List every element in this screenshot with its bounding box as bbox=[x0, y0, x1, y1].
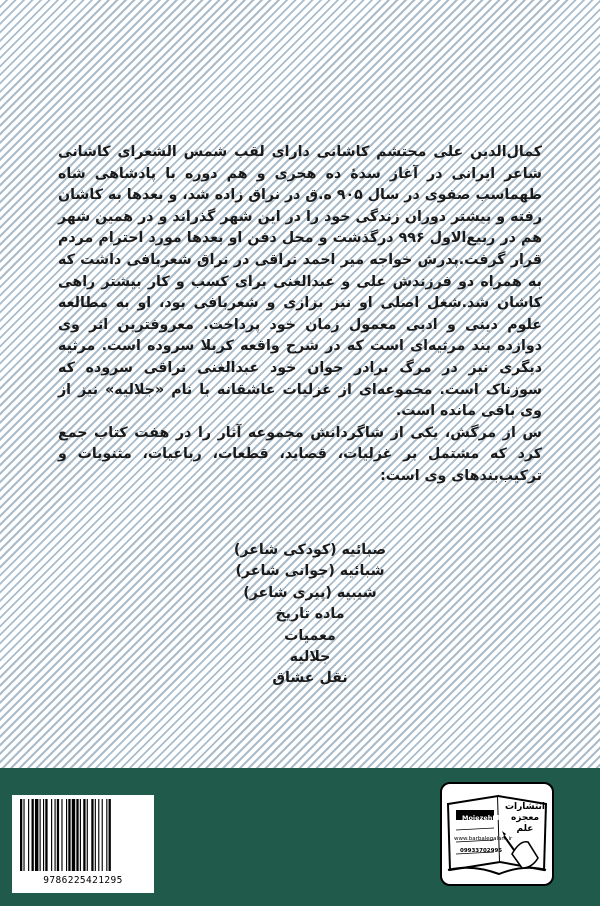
isbn-number: 9786225421295 bbox=[43, 875, 123, 886]
publisher-name: انتشارات معجزه علم bbox=[505, 802, 545, 834]
list-item: نقل عشاق bbox=[272, 670, 348, 687]
barcode-icon bbox=[18, 799, 148, 873]
list-item: صبائیه (کودکی شاعر) bbox=[233, 542, 387, 558]
works-list bbox=[160, 540, 460, 690]
list-item: شیبیه (پیری شاعر) bbox=[243, 584, 377, 601]
footer-band bbox=[0, 768, 600, 906]
barcode bbox=[12, 795, 154, 893]
list-item: معمیات bbox=[284, 627, 336, 644]
publisher-brand: MojezehElm bbox=[462, 814, 506, 822]
list-item: جلالیه bbox=[289, 649, 331, 666]
works-intro-paragraph: س از مرگش، یکی از شاگردانش مجموعه آثار را در هفت کتاب جمع کرد که مشتمل بر غزلیات، قصاید، قطعات، رباعیات، مثنویات و ترکیب‌بندهای وی است: bbox=[58, 424, 542, 484]
list-item: ماده تاریخ bbox=[275, 606, 345, 623]
biography-paragraph: کمال‌الدین علی محتشم کاشانی دارای لقب شمس الشعرای کاشانی شاعر ایرانی در آغاز سدهٔ ده هجری و هم دوره با پادشاهی شاه طهماسب صفوی در سال ۹۰۵ ه.ق در نراق زاده شد، و بعدها به کاشان رفته و بیشتر دوران زندگی خود را در این شهر گذراند و در همین شهر هم در ربیع‌الاول ۹۹۶ درگذشت و محل دفن او بعدها مورد احترام مردم قرار گرفت.پدرش خواجه میر احمد نراقی در نراق شعربافی داشت که به همراه دو فرزندش علی و عبدالغنی برای کسب و کار بیشتر راهی کاشان شد.شغل اصلی او نیز بزازی و شعربافی بود، او به مطالعه علوم دینی و ادبی معمول زمان خود پرداخت. معروفترین اثر وی دوازده بند مرثیه‌ای است که در شرح واقعه کربلا سروده است. مرثیه دیگری نیز در مرگ برادر جوان خود عبدالغنی نراقی سروده که سوزناک است. مجموعه‌ای از غزلیات عاشقانه با نام «جلالیه» نیز از وی باقی مانده است. bbox=[58, 144, 543, 420]
list-item: شبائیه (جوانی شاعر) bbox=[235, 563, 385, 580]
publisher-logo bbox=[440, 782, 554, 886]
back-cover-text bbox=[58, 142, 542, 488]
publisher-website: www.barbalegalam.ir bbox=[454, 836, 513, 842]
publisher-phone: 09933702995 bbox=[460, 848, 503, 854]
